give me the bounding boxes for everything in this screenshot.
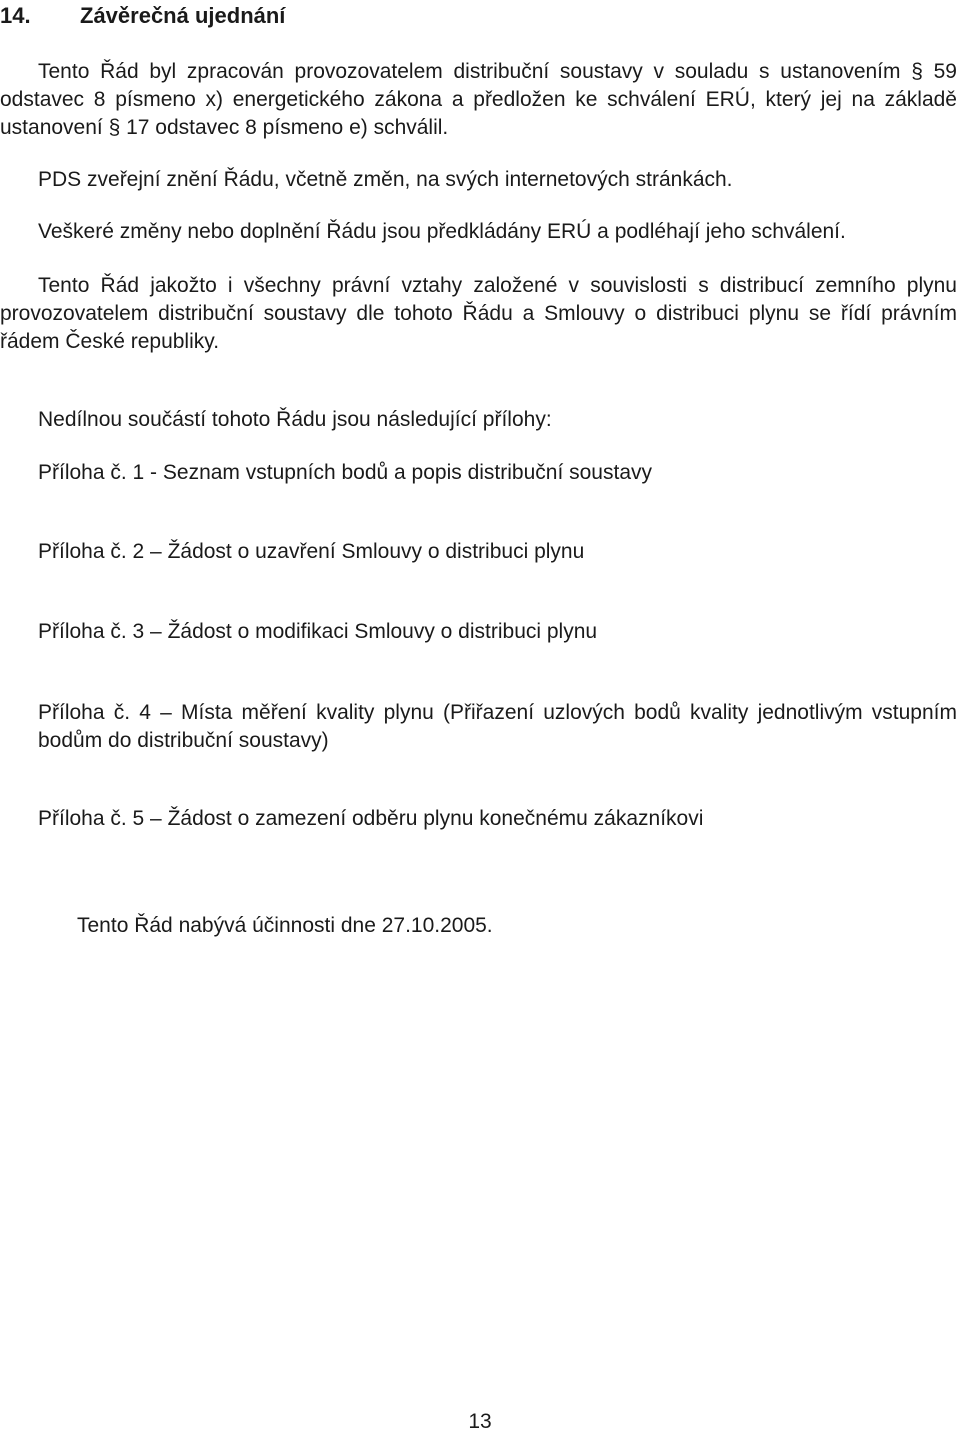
attachment-3: Příloha č. 3 – Žádost o modifikaci Smlouvy o distribuci plynu <box>38 620 598 643</box>
attachment-2: Příloha č. 2 – Žádost o uzavření Smlouvy o distribuci plynu <box>38 540 585 563</box>
section-heading <box>0 2 285 30</box>
paragraph-publication: PDS zveřejní znění Řádu, včetně změn, na svých internetových stránkách. <box>38 168 733 191</box>
paragraph-attachments-intro: Nedílnou součástí tohoto Řádu jsou následující přílohy: <box>38 408 552 431</box>
section-number: 14. <box>0 3 31 28</box>
paragraph-approval: Tento Řád byl zpracován provozovatelem distribuční soustavy v souladu s ustanovením § 59 odstavec 8 písmeno x) energetického zákona a předložen ke schválení ERÚ, který jej na základě ustanovení § 17 odstavec 8 písmeno e) schválil. <box>0 60 957 139</box>
paragraph-legal-relations: Tento Řád jakožto i všechny právní vztahy založené v souvislosti s distribucí zemního plynu provozovatelem distribuční soustavy dle tohoto Řádu a Smlouvy o distribuci plynu se řídí právním řádem České republiky. <box>0 274 957 353</box>
attachment-4: Příloha č. 4 – Místa měření kvality plynu (Přiřazení uzlových bodů kvality jednotlivým vstupním bodům do distribuční soustavy) <box>38 701 957 752</box>
attachment-5: Příloha č. 5 – Žádost o zamezení odběru plynu konečnému zákazníkovi <box>38 807 704 830</box>
effective-date-statement: Tento Řád nabývá účinnosti dne 27.10.2005. <box>77 914 493 937</box>
section-title: Závěrečná ujednání <box>80 3 286 28</box>
page-number: 13 <box>468 1410 492 1433</box>
attachment-1: Příloha č. 1 - Seznam vstupních bodů a popis distribuční soustavy <box>38 461 652 484</box>
paragraph-changes: Veškeré změny nebo doplnění Řádu jsou předkládány ERÚ a podléhají jeho schválení. <box>38 220 846 243</box>
